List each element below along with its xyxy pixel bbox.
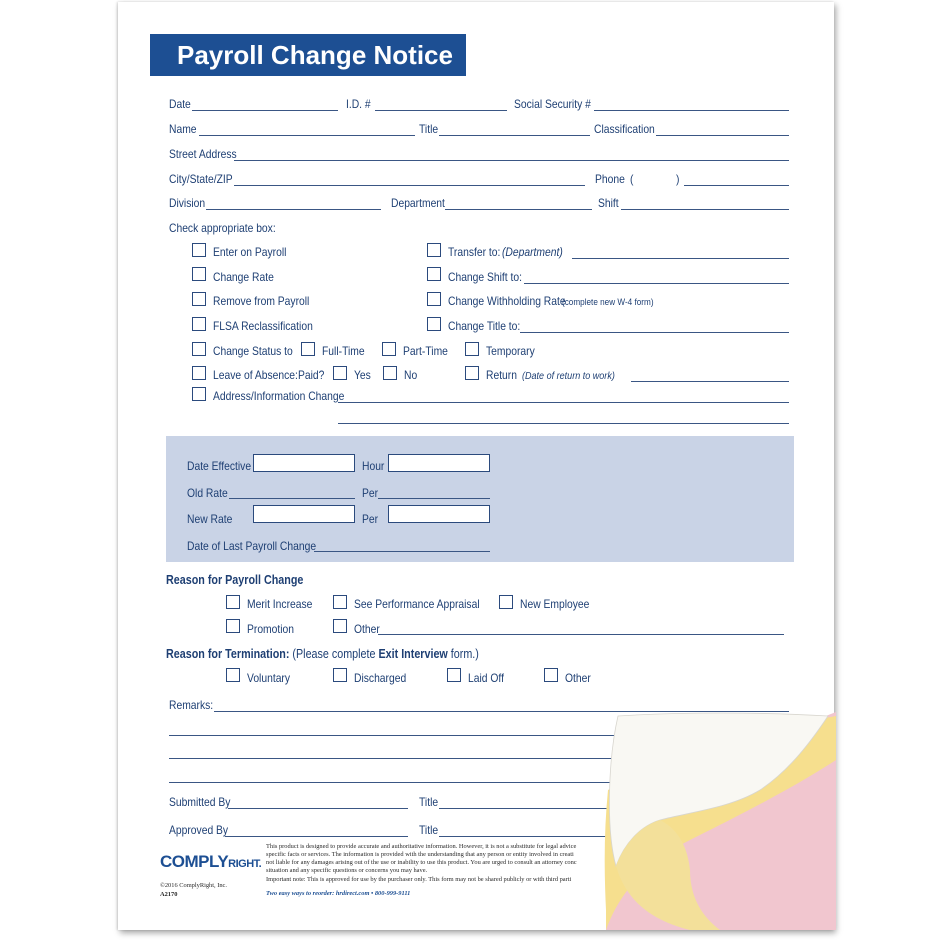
laid-off-label: Laid Off bbox=[468, 671, 504, 685]
new-employee-label: New Employee bbox=[520, 597, 590, 611]
hour-label: Hour bbox=[362, 459, 385, 473]
return-label: Return bbox=[486, 368, 517, 382]
ssn-label: Social Security # bbox=[514, 97, 591, 111]
copyright-text: ©2016 ComplyRight, Inc. bbox=[160, 882, 227, 889]
date-effective-label: Date Effective bbox=[187, 459, 252, 473]
temporary-label: Temporary bbox=[486, 344, 535, 358]
appraisal-label: See Performance Appraisal bbox=[354, 597, 480, 611]
promotion-label: Promotion bbox=[247, 622, 295, 636]
change-title-label: Change Title to: bbox=[448, 319, 521, 333]
change-status-label: Change Status to bbox=[213, 344, 293, 358]
return-hint: (Date of return to work) bbox=[522, 370, 615, 382]
change-rate-label: Change Rate bbox=[213, 270, 274, 284]
submitted-title-label: Title bbox=[419, 795, 439, 809]
paid-no-label: No bbox=[404, 368, 418, 382]
complyright-logo: COMPLYRIGHT. bbox=[160, 852, 262, 871]
new-per-label: Per bbox=[362, 512, 379, 526]
last-change-label: Date of Last Payroll Change bbox=[187, 539, 317, 553]
date-label: Date bbox=[169, 97, 191, 111]
new-rate-label: New Rate bbox=[187, 512, 233, 526]
discharged-label: Discharged bbox=[354, 671, 407, 685]
merit-label: Merit Increase bbox=[247, 597, 313, 611]
old-rate-label: Old Rate bbox=[187, 486, 228, 500]
page-title: Payroll Change Notice bbox=[150, 34, 466, 76]
shift-label: Shift bbox=[598, 196, 619, 210]
old-per-label: Per bbox=[362, 486, 379, 500]
submitted-by-label: Submitted By bbox=[169, 795, 231, 809]
reason-other-label: Other bbox=[354, 622, 380, 636]
approved-title-label: Title bbox=[419, 823, 439, 837]
remove-from-payroll-label: Remove from Payroll bbox=[213, 294, 310, 308]
change-shift-label: Change Shift to: bbox=[448, 270, 523, 284]
check-appropriate-label: Check appropriate box: bbox=[169, 221, 276, 235]
phone-paren-open: ( bbox=[630, 172, 634, 186]
transfer-hint: (Department) bbox=[502, 245, 563, 259]
change-withholding-hint: (complete new W-4 form) bbox=[562, 297, 654, 308]
form-code: A2170 bbox=[160, 891, 178, 898]
phone-paren-close: ) bbox=[676, 172, 680, 186]
department-label: Department bbox=[391, 196, 445, 210]
city-label: City/State/ZIP bbox=[169, 172, 233, 186]
reason-heading: Reason for Payroll Change bbox=[166, 573, 304, 587]
termination-heading: Reason for Termination: (Please complete Exit Interview form.) bbox=[166, 647, 479, 661]
full-time-label: Full-Time bbox=[322, 344, 365, 358]
voluntary-label: Voluntary bbox=[247, 671, 291, 685]
title-label: Title bbox=[419, 122, 439, 136]
termination-other-label: Other bbox=[565, 671, 591, 685]
phone-label: Phone bbox=[595, 172, 625, 186]
transfer-label: Transfer to: bbox=[448, 245, 501, 259]
flsa-reclassification-label: FLSA Reclassification bbox=[213, 319, 313, 333]
enter-on-payroll-label: Enter on Payroll bbox=[213, 245, 287, 259]
paid-yes-label: Yes bbox=[354, 368, 371, 382]
leave-of-absence-label: Leave of Absence: bbox=[213, 368, 298, 382]
reorder-text: Two easy ways to reorder: hrdirect.com • 800-999-9111 bbox=[266, 890, 411, 897]
paid-label: Paid? bbox=[298, 368, 325, 382]
id-label: I.D. # bbox=[346, 97, 371, 111]
address-change-label: Address/Information Change bbox=[213, 389, 345, 403]
classification-label: Classification bbox=[594, 122, 655, 136]
name-label: Name bbox=[169, 122, 197, 136]
change-withholding-label: Change Withholding Rate bbox=[448, 294, 566, 308]
street-label: Street Address bbox=[169, 147, 237, 161]
approved-by-label: Approved By bbox=[169, 823, 229, 837]
part-time-label: Part-Time bbox=[403, 344, 448, 358]
remarks-label: Remarks: bbox=[169, 698, 214, 712]
division-label: Division bbox=[169, 196, 206, 210]
